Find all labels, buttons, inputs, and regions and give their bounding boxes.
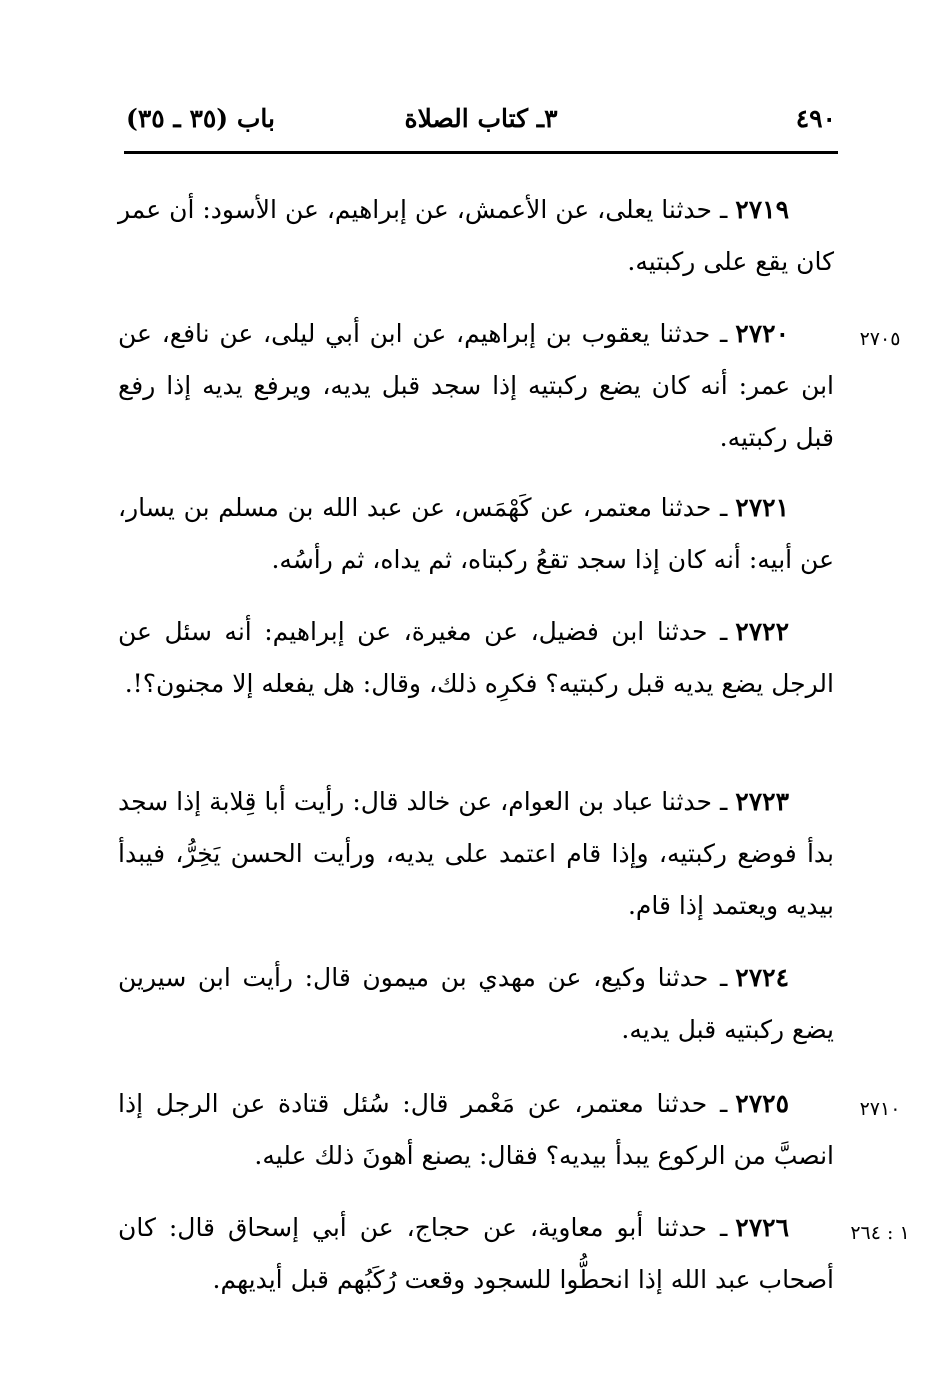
- hadith-entry-2722: [118, 606, 834, 710]
- hadith-text: ـ حدثنا يعقوب بن إبراهيم، عن ابن أبي ليلى، عن نافع، عن ابن عمر: أنه كان يضع ركبتيه إذا سجد قبل يديه، ويرفع يديه إذا رفع قبل ركبتيه.: [118, 319, 834, 452]
- hadith-text: ـ حدثنا عباد بن العوام، عن خالد قال: رأيت أبا قِلابة إذا سجد بدأ فوضع ركبتيه، وإذا قام اعتمد على يديه، ورأيت الحسن يَخِرُّ، فيبدأ بيديه ويعتمد إذا قام.: [118, 787, 834, 920]
- hadith-entry-2721: [118, 482, 834, 586]
- hadith-number: ٢٧٢١: [735, 493, 789, 522]
- margin-reference: ٢٧١٠: [859, 1098, 901, 1120]
- hadith-entry-2726: [118, 1202, 834, 1306]
- hadith-number: ٢٧٢٠: [735, 319, 789, 348]
- hadith-number: ٢٧٢٣: [735, 787, 789, 816]
- running-header: [126, 100, 836, 146]
- hadith-entry-2724: [118, 952, 834, 1056]
- hadith-entry-2725: [118, 1078, 834, 1182]
- chapter-title: باب (٣٥ ـ ٣٥): [126, 104, 275, 133]
- hadith-text: ـ حدثنا يعلى، عن الأعمش، عن إبراهيم، عن الأسود: أن عمر كان يقع على ركبتيه.: [118, 195, 834, 276]
- margin-reference: ١ : ٢٦٤: [850, 1222, 910, 1244]
- hadith-number: ٢٧١٩: [735, 195, 789, 224]
- page-number: ٤٩٠: [795, 104, 836, 133]
- book-title: ٣ـ كتاب الصلاة: [404, 104, 558, 133]
- margin-reference: ٢٧٠٥: [859, 328, 901, 350]
- hadith-text: ـ حدثنا أبو معاوية، عن حجاج، عن أبي إسحاق قال: كان أصحاب عبد الله إذا انحطُّوا للسجود وقعت رُكَبُهم قبل أيديهم.: [118, 1213, 834, 1294]
- hadith-text: ـ حدثنا معتمر، عن كَهْمَس، عن عبد الله بن مسلم بن يسار، عن أبيه: أنه كان إذا سجد تقعُ ركبتاه، ثم يداه، ثم رأسُه.: [118, 493, 834, 574]
- hadith-text: ـ حدثنا وكيع، عن مهدي بن ميمون قال: رأيت ابن سيرين يضع ركبتيه قبل يديه.: [118, 963, 834, 1044]
- hadith-entry-2720: [118, 308, 834, 464]
- hadith-number: ٢٧٢٦: [735, 1213, 789, 1242]
- hadith-entry-2719: [118, 184, 834, 288]
- hadith-text: ـ حدثنا ابن فضيل، عن مغيرة، عن إبراهيم: أنه سئل عن الرجل يضع يديه قبل ركبتيه؟ فكرِه ذلك، وقال: هل يفعله إلا مجنون؟!.: [118, 617, 834, 698]
- header-rule: [124, 151, 838, 154]
- hadith-number: ٢٧٢٢: [735, 617, 789, 646]
- hadith-number: ٢٧٢٤: [735, 963, 789, 992]
- hadith-entry-2723: [118, 776, 834, 932]
- hadith-number: ٢٧٢٥: [735, 1089, 789, 1118]
- hadith-text: ـ حدثنا معتمر، عن مَعْمر قال: سُئل قتادة عن الرجل إذا انصبَّ من الركوع يبدأ بيديه؟ فقال: يصنع أهونَ ذلك عليه.: [118, 1089, 834, 1170]
